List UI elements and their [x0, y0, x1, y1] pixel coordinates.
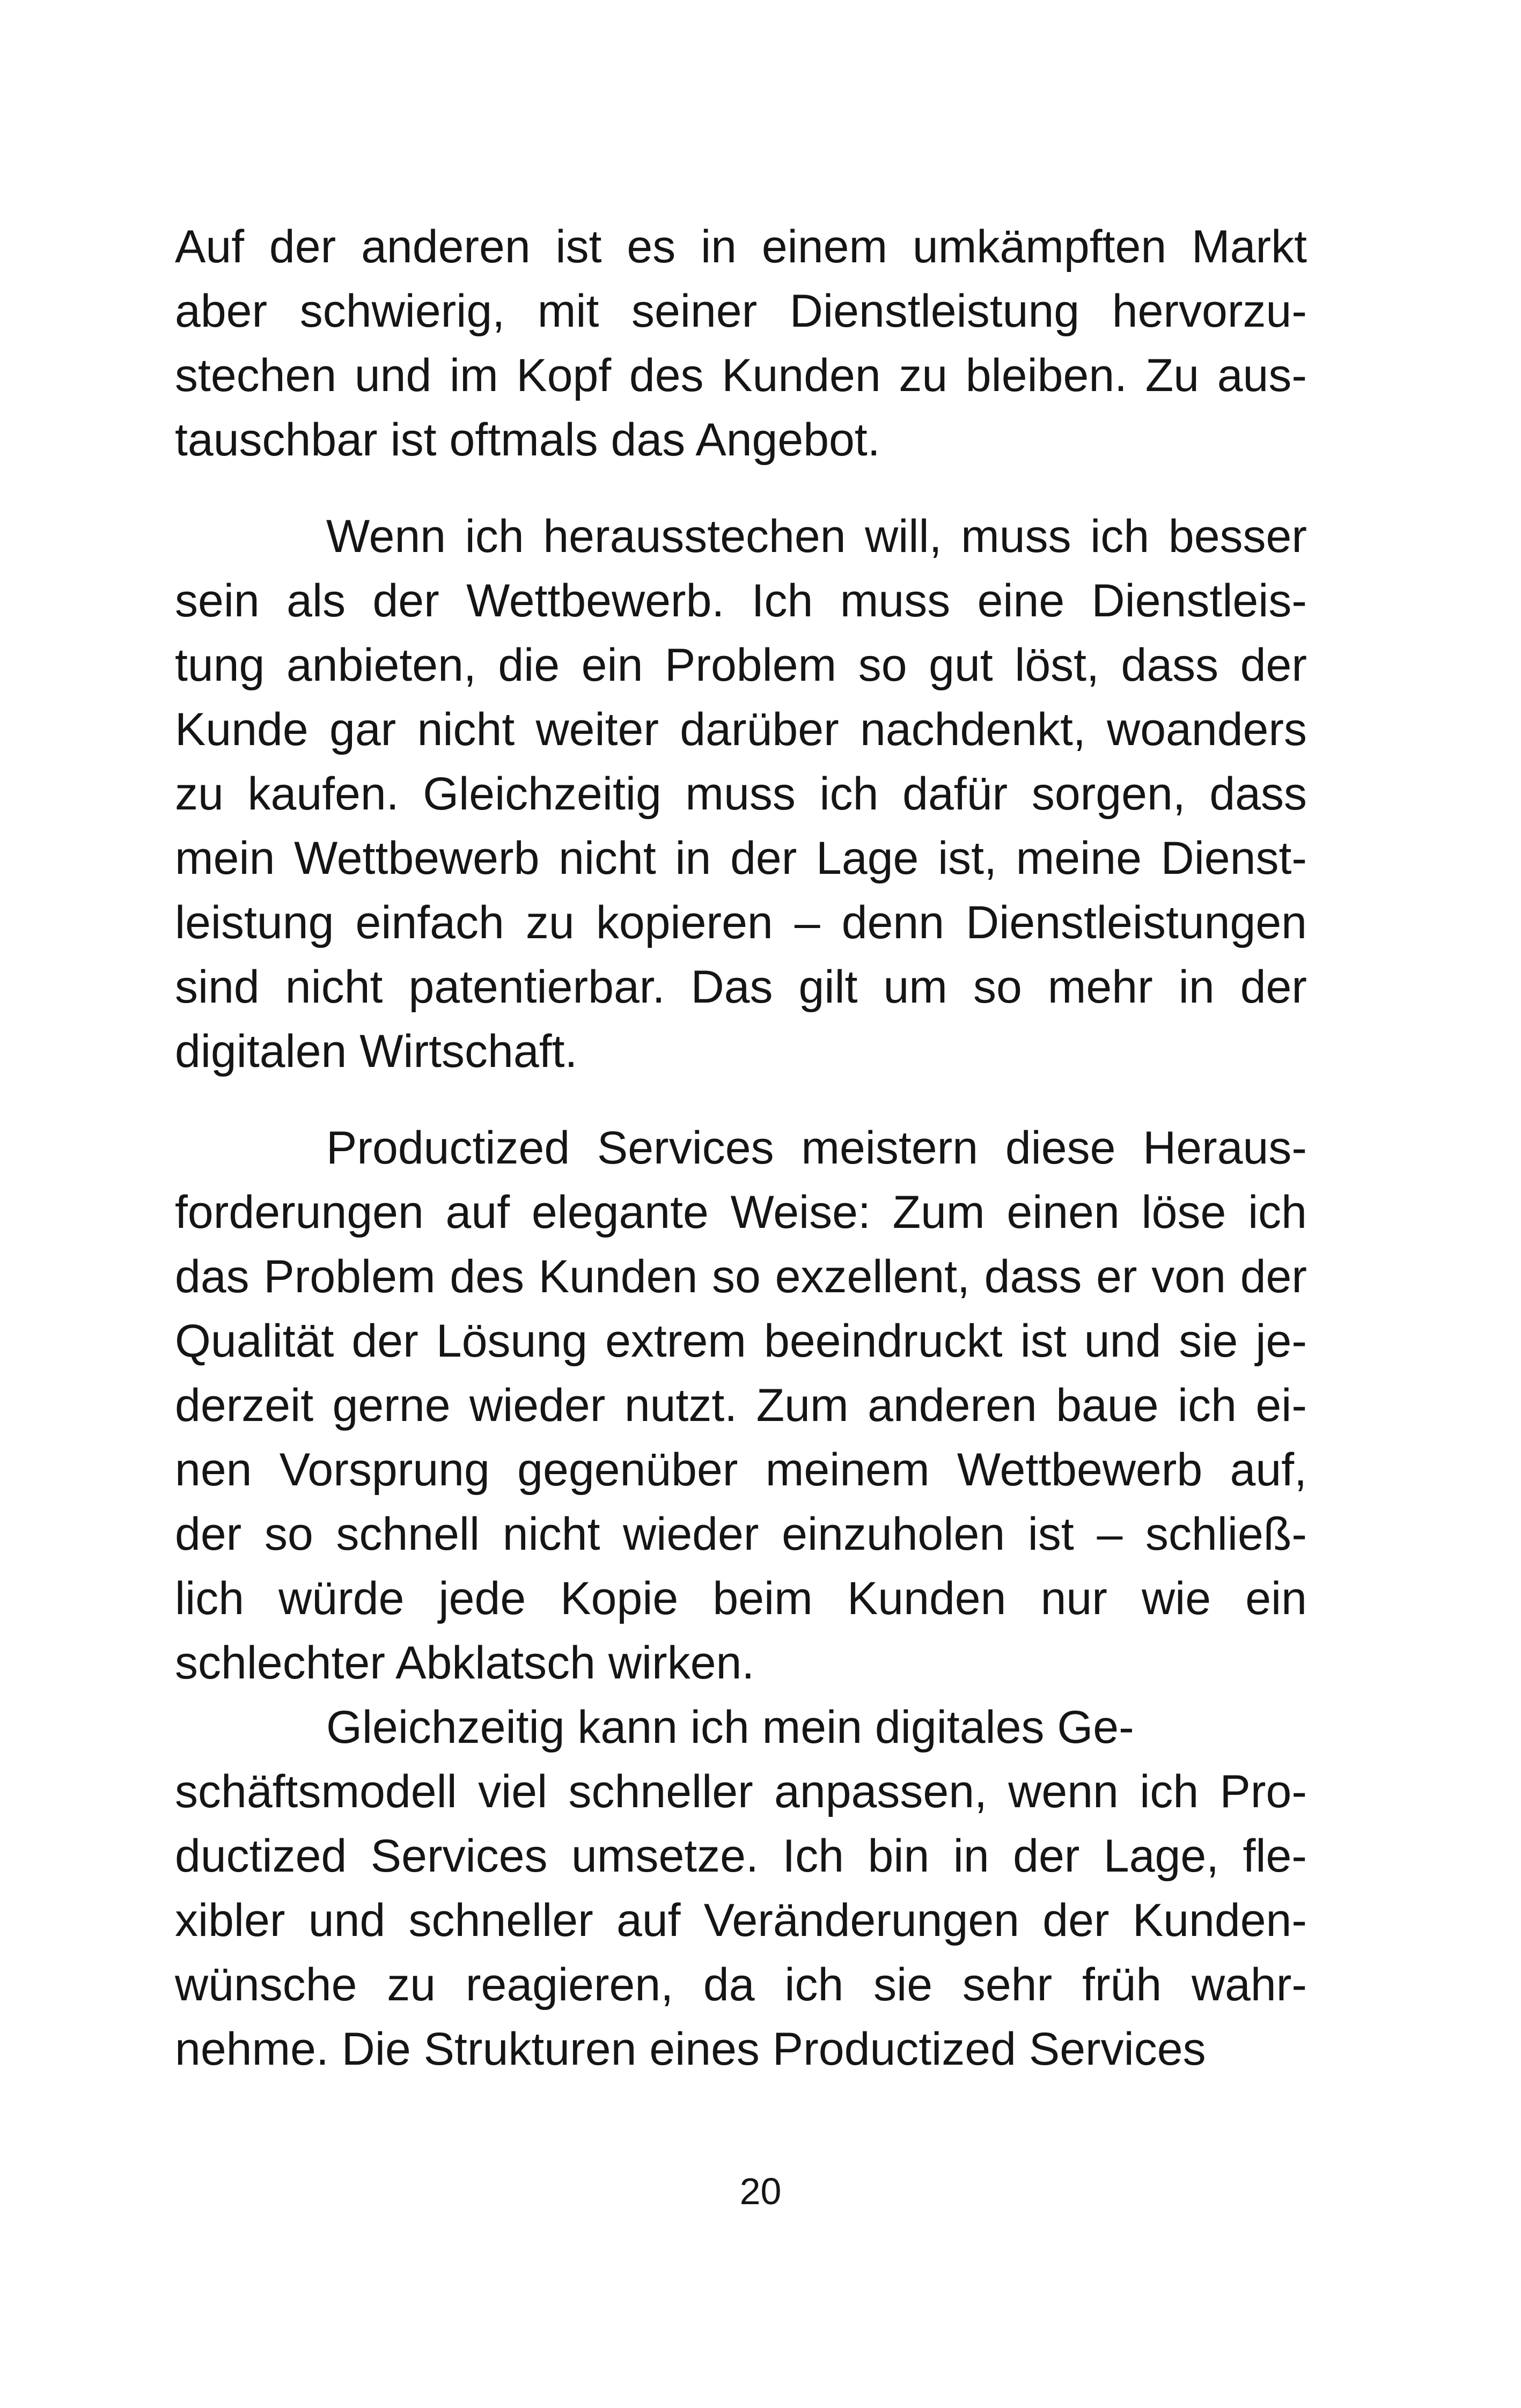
paragraph-2	[175, 504, 1307, 1084]
text-line: forderungen auf elegante Weise: Zum einen löse ich	[175, 1187, 1307, 1238]
text-line: Kunde gar nicht weiter darüber nachdenkt, woanders	[175, 704, 1307, 755]
text-line: Auf der anderen ist es in einem umkämpften Markt	[175, 221, 1307, 273]
text-line: sind nicht patentierbar. Das gilt um so mehr in der	[175, 961, 1307, 1013]
text-line: tauschbar ist oftmals das Angebot.	[175, 414, 880, 466]
text-line: nehme. Die Strukturen eines Productized Services	[175, 2023, 1206, 2075]
page-number: 20	[739, 2170, 782, 2212]
text-line: lich würde jede Kopie beim Kunden nur wie ein	[175, 1573, 1307, 1624]
paragraph-1	[175, 215, 1307, 472]
paragraph-4	[175, 1695, 1307, 2081]
text-line: nen Vorsprung gegenüber meinem Wettbewerb auf,	[175, 1444, 1307, 1496]
text-line: Qualität der Lösung extrem beeindruckt ist und sie je-	[175, 1315, 1307, 1367]
text-line: zu kaufen. Gleichzeitig muss ich dafür sorgen, dass	[175, 768, 1307, 820]
body-text	[175, 215, 1307, 2081]
text-line: ductized Services umsetze. Ich bin in der Lage, fle-	[175, 1830, 1307, 1882]
paragraph-3	[175, 1116, 1307, 1695]
text-line: Wenn ich herausstechen will, muss ich besser	[326, 511, 1307, 562]
text-line: digitalen Wirtschaft.	[175, 1026, 578, 1077]
text-line: schlechter Abklatsch wirken.	[175, 1637, 755, 1689]
text-line: mein Wettbewerb nicht in der Lage ist, meine Dienst-	[175, 833, 1307, 884]
paragraph-spacing	[175, 472, 1307, 504]
paragraph-spacing	[175, 1084, 1307, 1116]
text-line: wünsche zu reagieren, da ich sie sehr früh wahr-	[175, 1959, 1307, 2011]
text-line: leistung einfach zu kopieren – denn Dienstleistungen	[175, 897, 1307, 948]
text-line: Gleichzeitig kann ich mein digitales Ge-	[326, 1702, 1134, 1753]
text-line: der so schnell nicht wieder einzuholen ist – schließ-	[175, 1508, 1307, 1560]
text-line: stechen und im Kopf des Kunden zu bleiben. Zu aus-	[175, 350, 1307, 401]
text-line: schäftsmodell viel schneller anpassen, wenn ich Pro-	[175, 1766, 1307, 1817]
text-line: derzeit gerne wieder nutzt. Zum anderen baue ich ei-	[175, 1380, 1307, 1431]
text-line: tung anbieten, die ein Problem so gut löst, dass der	[175, 639, 1307, 691]
text-line: sein als der Wettbewerb. Ich muss eine Dienstleis-	[175, 575, 1307, 627]
text-line: xibler und schneller auf Veränderungen der Kunden-	[175, 1895, 1307, 1946]
text-line: das Problem des Kunden so exzellent, dass er von der	[175, 1251, 1307, 1302]
text-line: aber schwierig, mit seiner Dienstleistung hervorzu-	[175, 285, 1307, 337]
text-line: Productized Services meistern diese Heraus-	[326, 1122, 1307, 1174]
